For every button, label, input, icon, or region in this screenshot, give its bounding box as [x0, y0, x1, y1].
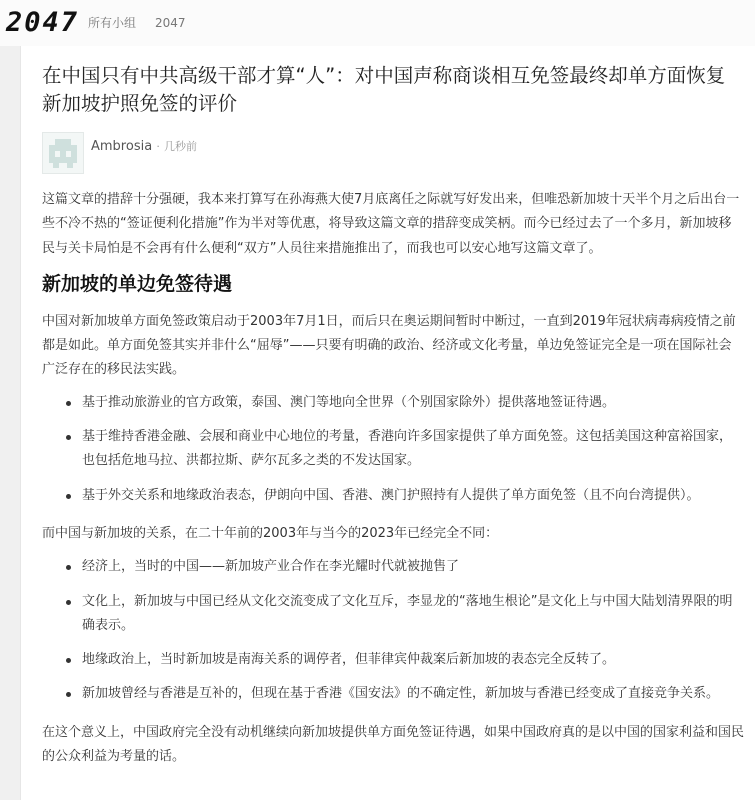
list-item: 新加坡曾经与香港是互补的，但现在基于香港《国安法》的不确定性，新加坡与香港已经变成了直接竞争关系。 — [42, 682, 744, 706]
paragraph-1: 中国对新加坡单方面免签政策启动于2003年7月1日，而后只在奥运期间暂时中断过，一直到2019年冠状病毒病疫情之前都是如此。单方面免签其实并非什么“屈辱”——只要有明确的政治、经济或文化考量，单边免签证完全是一项在国际社会广泛存在的移民法实践。 — [42, 313, 736, 378]
nav-all-groups[interactable]: 所有小组 — [88, 16, 137, 30]
post-time: 几秒前 — [163, 140, 197, 153]
author-name[interactable]: Ambrosia — [91, 139, 153, 154]
list-item: 基于维持香港金融、会展和商业中心地位的考量，香港向许多国家提供了单方面免签。这包括美国这种富裕国家，也包括危地马拉、洪都拉斯、萨尔瓦多之类的不发达国家。 — [42, 425, 744, 474]
author-line — [91, 138, 197, 156]
identicon-icon — [43, 133, 83, 173]
avatar[interactable] — [42, 132, 84, 174]
paragraph-3: 在这个意义上，中国政府完全没有动机继续向新加坡提供单方面免签证待遇，如果中国政府真的是以中国的国家利益和国民的公众利益为考量的话。 — [42, 724, 745, 765]
list-item: 基于外交关系和地缘政治表态，伊朗向中国、香港、澳门护照持有人提供了单方面免签（且不向台湾提供）。 — [42, 484, 744, 508]
paragraph-2: 而中国与新加坡的关系，在二十年前的2003年与当今的2023年已经完全不同： — [42, 525, 499, 541]
list-item: 地缘政治上，当时新加坡是南海关系的调停者，但菲律宾仲裁案后新加坡的表态完全反转了。 — [42, 648, 744, 672]
article-body — [42, 188, 744, 769]
list-item: 基于推动旅游业的官方政策，泰国、澳门等地向全世界（个别国家除外）提供落地签证待遇。 — [42, 391, 744, 415]
list-item: 经济上，当时的中国——新加坡产业合作在李光耀时代就被抛售了 — [42, 555, 744, 579]
article-card — [20, 46, 755, 800]
nav-2047[interactable]: 2047 — [155, 16, 186, 30]
site-logo[interactable]: 2047 — [6, 7, 80, 38]
bullet-list-1 — [42, 391, 744, 508]
list-item: 文化上，新加坡与中国已经从文化交流变成了文化互斥，李显龙的“落地生根论”是文化上与中国大陆划清界限的明确表示。 — [42, 590, 744, 639]
top-bar — [0, 0, 755, 46]
meta-separator: · — [156, 140, 160, 153]
intro-paragraph: 这篇文章的措辞十分强硬，我本来打算写在孙海燕大使7月底离任之际就写好发出来，但唯恐新加坡十天半个月之后出台一些不冷不热的“签证便利化措施”作为半对等优惠，将导致这篇文章的措辞变成笑柄。而今已经过去了一个多月，新加坡移民与关卡局怕是不会再有什么便利“双方”人员往来措施推出了，而我也可以安心地写这篇文章了。 — [42, 192, 740, 256]
section-heading: 新加坡的单边免签待遇 — [42, 272, 233, 295]
article-title: 在中国只有中共高级干部才算“人”：对中国声称商谈相互免签最终却单方面恢复新加坡护照免签的评价 — [42, 64, 726, 115]
bullet-list-2 — [42, 555, 744, 706]
